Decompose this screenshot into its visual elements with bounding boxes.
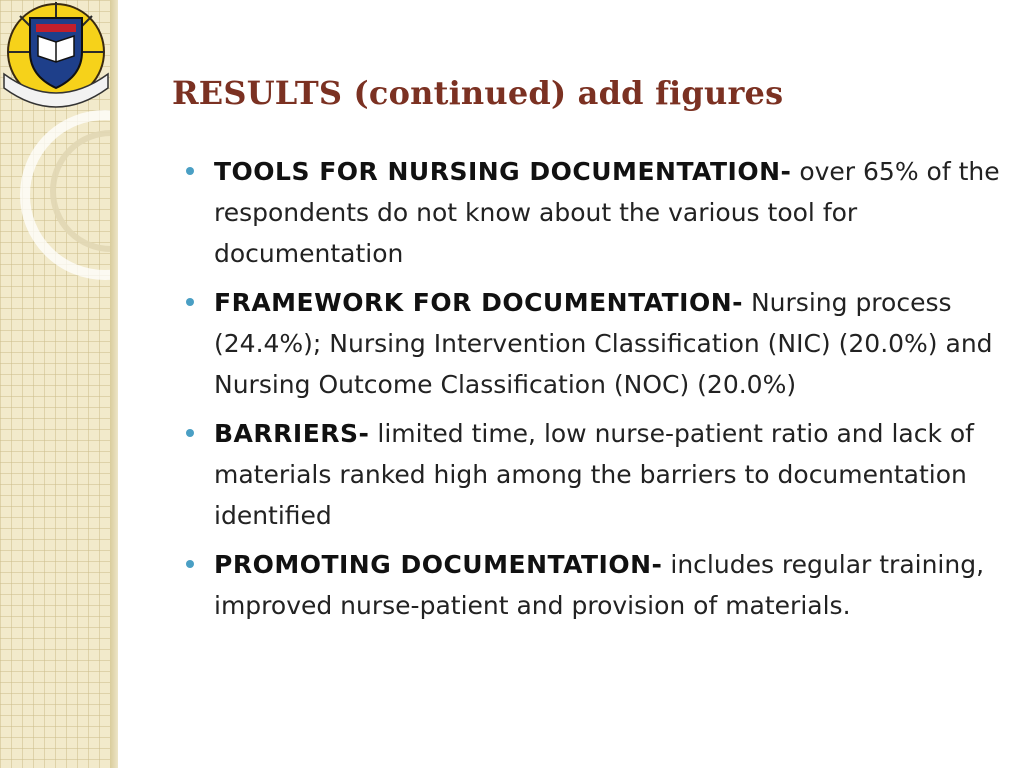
sidebar-decoration: [0, 0, 118, 768]
bullet-item-framework: [184, 282, 1004, 405]
bullet-text: Nursing process (24.4%); Nursing Intervention Classification (NIC) (20.0%) and Nursing Outcome Classification (NOC) (20.0%): [214, 288, 993, 399]
bullet-text: includes regular training, improved nurse-patient and provision of materials.: [214, 550, 985, 620]
bullet-item-promoting: [184, 544, 1004, 626]
bullet-dot-icon: [186, 167, 194, 175]
bullet-item-barriers: [184, 413, 1004, 536]
sidebar-edge: [110, 0, 118, 768]
bullet-dot-icon: [186, 560, 194, 568]
bullet-list: [184, 151, 1004, 634]
bullet-dot-icon: [186, 298, 194, 306]
bullet-heading: PROMOTING DOCUMENTATION-: [214, 550, 663, 579]
university-crest-icon: [0, 0, 112, 112]
bullet-item-tools: [184, 151, 1004, 274]
bullet-heading: TOOLS FOR NURSING DOCUMENTATION-: [214, 157, 792, 186]
slide-title: RESULTS (continued) add figures: [172, 74, 784, 112]
bullet-text: over 65% of the respondents do not know about the various tool for documentation: [214, 157, 1000, 268]
bullet-dot-icon: [186, 429, 194, 437]
bullet-heading: FRAMEWORK FOR DOCUMENTATION-: [214, 288, 744, 317]
bullet-text: limited time, low nurse-patient ratio and lack of materials ranked high among the barriers to documentation identified: [214, 419, 974, 530]
bullet-heading: BARRIERS-: [214, 419, 370, 448]
